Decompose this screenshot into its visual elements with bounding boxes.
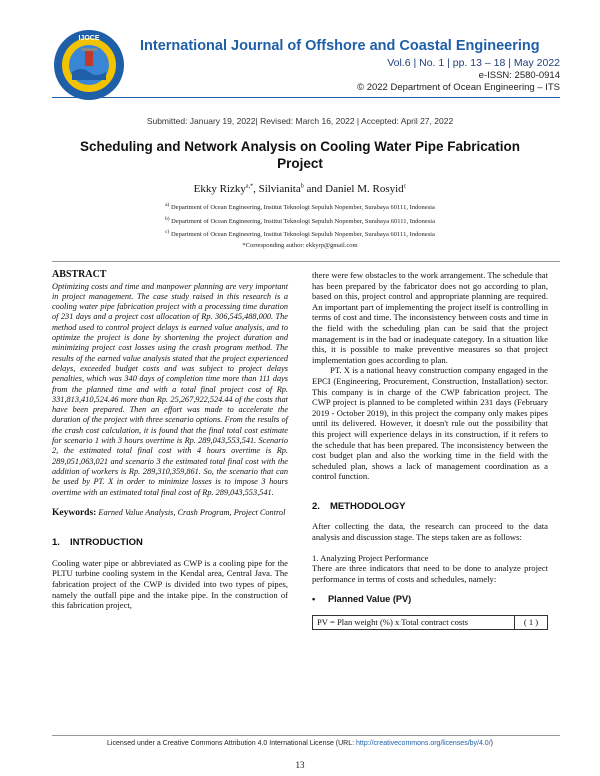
left-column [52, 270, 288, 611]
right-column [312, 270, 548, 630]
author-list [0, 183, 600, 195]
keywords [52, 508, 288, 518]
section-number: 2. [312, 500, 320, 512]
license-text-end: ) [490, 740, 493, 747]
license-text: Licensed under a Creative Commons Attribution 4.0 International License (URL: [107, 740, 357, 747]
eissn: e-ISSN: 2580-0914 [478, 70, 560, 81]
keywords-label: Keywords: [52, 507, 97, 518]
affiliation-line [0, 200, 600, 214]
section-title: INTRODUCTION [70, 537, 143, 549]
equation-row [313, 616, 548, 630]
bullet-text: Planned Value (PV) [328, 594, 412, 605]
logo-text: IJOCE [78, 35, 100, 42]
keywords-text: Earned Value Analysis, Crash Program, Project Control [96, 507, 286, 517]
subsection-paragraph: There are three indicators that need to be done to analyze project performance in terms of costs and schedules, namely: [312, 563, 548, 584]
affiliation-sup: a) [165, 202, 170, 208]
methodology-paragraph: After collecting the data, the research can proceed to the data analysis and discussion stage. The steps taken are as follows: [312, 521, 548, 543]
affiliation-line [0, 227, 600, 241]
bullet-icon: • [312, 594, 316, 605]
equation-number: ( 1 ) [515, 616, 548, 630]
equation-cell: PV = Plan weight (%) x Total contract costs [313, 616, 515, 630]
journal-logo [52, 28, 126, 102]
affiliation-line [0, 214, 600, 228]
affiliation-text: Department of Ocean Engineering, Institut Teknologi Sepuluh Nopember, Surabaya 60111, Indonesia [169, 231, 435, 239]
author-name: Silvianita [258, 183, 301, 195]
author-sup: a,* [245, 183, 254, 190]
journal-title: International Journal of Offshore and Coastal Engineering [140, 38, 540, 54]
body-paragraph: PT. X is a national heavy construction company engaged in the EPCI (Engineering, Procurement, Construction, Installation) sector. This company is in charge of the CWP fabrication project. The CWP project is planned to be completed within 231 days (February 2019 - October 2019), in this project the company only makes pipes until its delivered. However, it doesn't rule out the possibility that this project will experience delays in its construction, if it refers to the schedule that has been prepared. The inconsistency between the cost budget plan and also the working time in the field with the scheduled plan, shows a lack of management coordination as a control function. [312, 365, 548, 482]
submission-dates: Submitted: January 19, 2022| Revised: March 16, 2022 | Accepted: April 27, 2022 [146, 116, 454, 126]
affiliation-text: Department of Ocean Engineering, Institut Teknologi Sepuluh Nopember, Surabaya 60111, Indonesia [169, 217, 435, 225]
author-sup: b [300, 183, 304, 190]
section-heading-methodology [312, 502, 548, 513]
author-name: Daniel M. Rosyid [325, 183, 404, 195]
author-separator: , [253, 183, 259, 195]
volume-line: Vol.6 | No. 1 | pp. 13 – 18 | May 2022 [387, 57, 560, 69]
corresponding-author: *Corresponding author: ekkyrp@gmail.com [242, 241, 358, 249]
author-sup: c [403, 183, 407, 190]
license-link[interactable]: http://creativecommons.org/licenses/by/4.0/ [356, 740, 491, 747]
abstract-heading: ABSTRACT [52, 269, 107, 280]
equation-table [312, 615, 548, 630]
body-paragraph: there were few obstacles to the work arrangement. The schedule that has been prepared by the fabricator does not go according to plan, based on this, project control and appropriate planning are required. An important part of implementing the project itself is controlling in terms of cost and time. The inconsistency between costs and time in the field with the scheduling plan can be said that the project management is in the bad or inadequate category. In a situation like this, it is possible to make preventive measures so that project implementation goes according to plan. [312, 270, 548, 365]
affiliation-sup: c) [165, 229, 170, 236]
body-divider [52, 261, 560, 262]
affiliation-sup: b) [165, 215, 170, 222]
author-name: Ekky Rizky [193, 183, 246, 195]
section-title: METHODOLOGY [330, 500, 406, 512]
section-number: 1. [52, 537, 60, 549]
header-divider [52, 97, 560, 98]
page-number: 13 [295, 760, 305, 770]
section-heading-introduction [52, 538, 288, 549]
introduction-paragraph: Cooling water pipe or abbreviated as CWP is a cooling pipe for the PLTU turbine cooling system in the Kendal area, Central Java. The fabrication project of the CWP is divided into two types of pipes, namely the outfall pipe and the intake pipe. In the construction of this fabrication project, [52, 557, 288, 611]
author-separator: and [303, 183, 326, 195]
affiliations [0, 200, 600, 251]
subsection-heading: 1. Analyzing Project Performance [312, 552, 429, 563]
footer-divider [52, 735, 560, 736]
abstract-text: Optimizing costs and time and manpower planning are very important in project management. The case study raised in this research is a cooling water pipe fabrication project with a processing time duration of 231 days and a project cost allocation of Rp. 306,545,488,000. The method used to control project delays is earned value analysis, and to optimize the project is done by shortening the project duration and minimizing project cost losses using the crash program method. The results of the earned value analysis stated that the project experienced delays, exceeded budget costs and was subject to project delays penalties, which was 340 days of completion time more than 111 days from the planned time and with a total final project cost of Rp. 331,813,410,524.46 more than Rp. 25,267,922,524.44 of the costs that have been prepared. Then an effort was made to accelerate the duration of the project with three scenario options. From the results of the crash cost calculation, it is found that the final total cost estimate for scenario 1 with 3 hours overtime is Rp. 289,043,553,541. Scenario 2, the estimated total final cost with 4 hours overtime is Rp. 289,051,063,021 and scenario 3 the estimated total final cost with the addition of workers is Rp. 289,310,359,861. So, the scenario that can be used by PT. X in order to minimize losses is to impose 3 hours overtime with an estimated total final cost of Rp. 289,043,553,541. [52, 281, 288, 497]
affiliation-text: Department of Ocean Engineering, Institut Teknologi Sepuluh Nopember, Surabaya 60111, Indonesia [169, 204, 435, 212]
paper-title: Scheduling and Network Analysis on Cooling Water Pipe Fabrication Project [79, 139, 521, 171]
license-line [0, 740, 600, 747]
bullet-item [312, 594, 548, 605]
copyright: © 2022 Department of Ocean Engineering – ITS [357, 82, 560, 93]
